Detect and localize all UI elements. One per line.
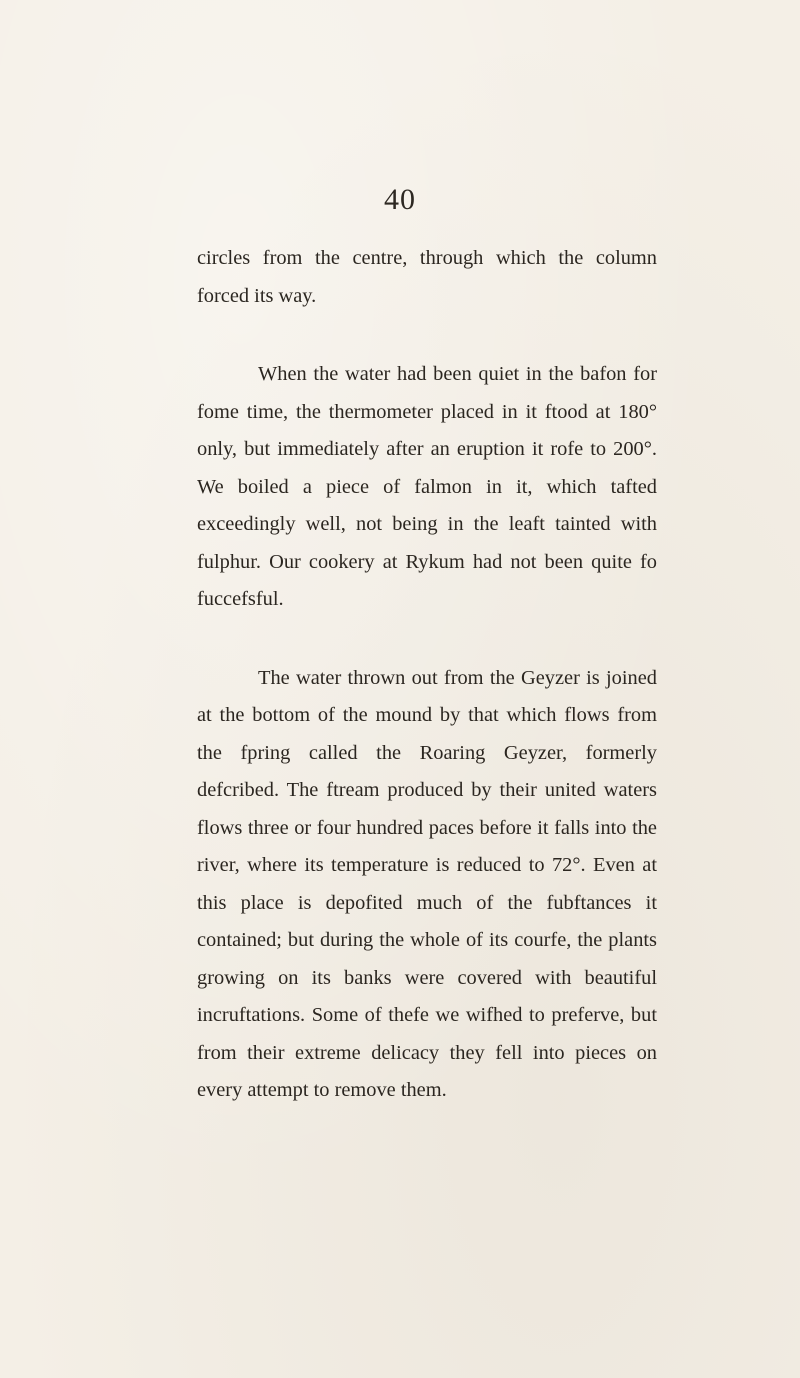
page-number: 40 <box>384 183 416 216</box>
body-text <box>197 240 657 1110</box>
paragraph-continuation: circles from the centre, through which the column forced its way. <box>197 247 657 307</box>
paragraph-thermometer: When the water had been quiet in the bafon for fome time, the thermometer placed in it ftood at 180° only, but immediately after an eruption it rofe to 200°. We boiled a piece of falmon in it, which tafted exceedingly well, not being in the leaft tainted with fulphur. Our cookery at Rykum had not been quite fo fuccefsful. <box>197 363 657 610</box>
paragraph-stream: The water thrown out from the Geyzer is joined at the bottom of the mound by that which flows from the fpring called the Roaring Geyzer, formerly defcribed. The ftream produced by their united waters flows three or four hundred paces before it falls into the river, where its temperature is reduced to 72°. Even at this place is depofited much of the fubftances it contained; but during the whole of its courfe, the plants growing on its banks were covered with beautiful incruftations. Some of thefe we wifhed to preferve, but from their extreme delicacy they fell into pieces on every attempt to remove them. <box>197 666 657 1101</box>
